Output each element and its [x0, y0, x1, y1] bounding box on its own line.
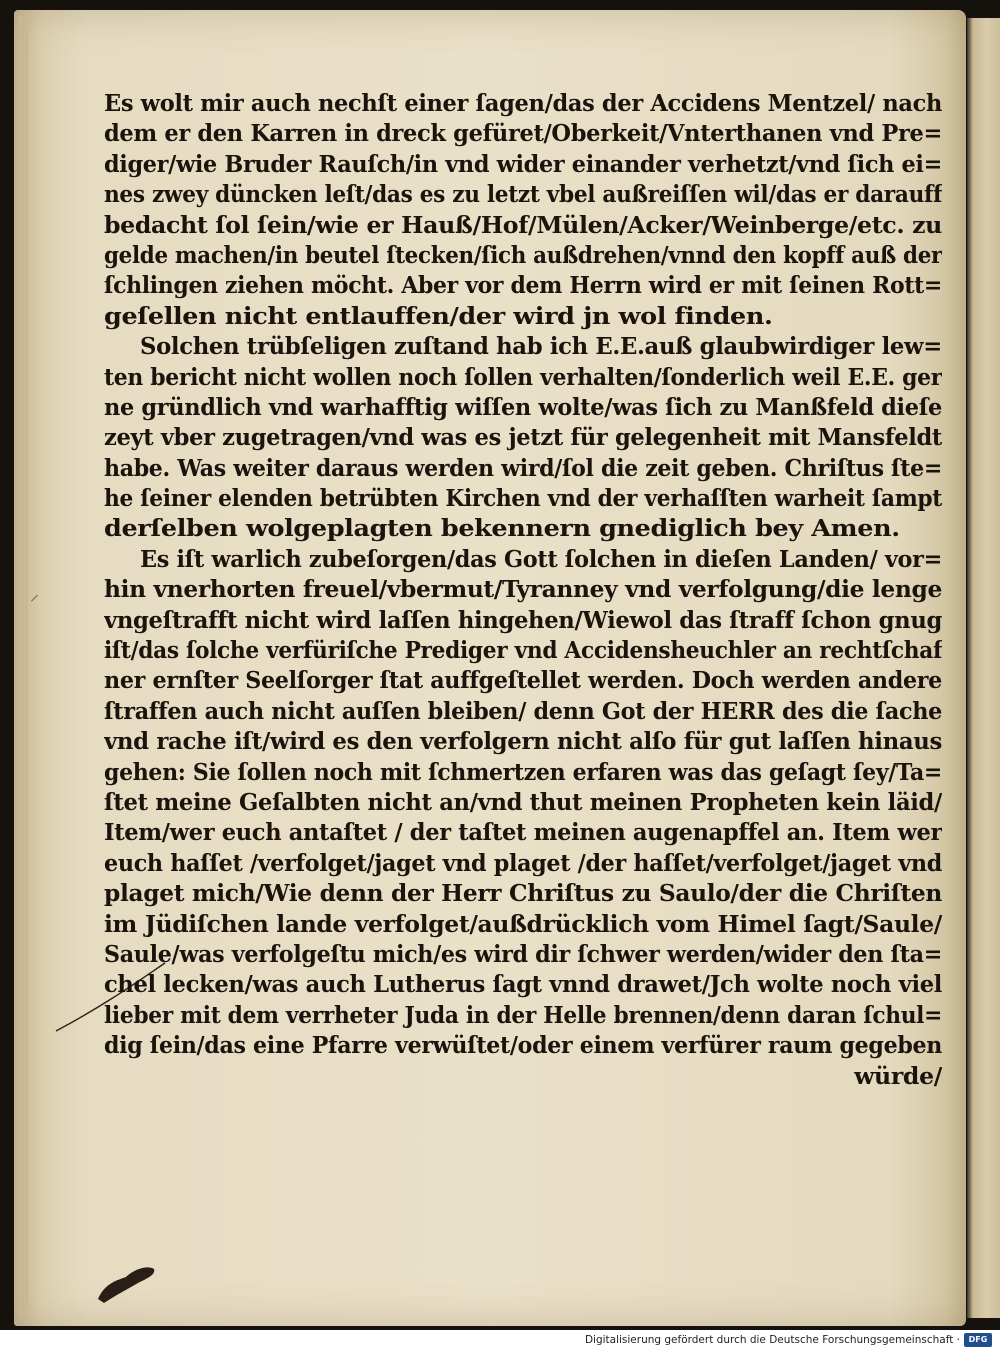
text-line: chel lecken/was auch Lutherus ſagt vnnd drawet/Jch wolte noch viel: [104, 970, 942, 999]
text-line: ſtraffen auch nicht auſſen bleiben/ denn Got der HERR des die ſache: [104, 696, 942, 725]
text-line: plaget mich/Wie denn der Herr Chriſtus zu Saulo/der die Chriſten: [104, 879, 942, 908]
text-line: ſchlingen ziehen möcht. Aber vor dem Herrn wird er mit ſeinen Rott=: [104, 271, 942, 300]
text-line: Solchen trübſeligen zuſtand hab ich E.E.auß glaubwirdiger lew=: [140, 332, 942, 361]
catchword: würde/: [854, 1061, 942, 1090]
text-line: geſellen nicht entlauffen/der wird jn wol finden.: [104, 301, 773, 330]
text-line: vngeſtrafft nicht wird laſſen hingehen/Wiewol das ſtraff ſchon gnug: [104, 605, 942, 634]
dfg-logo: DFG: [964, 1333, 992, 1347]
text-line: vnd rache iſt/wird es den verfolgern nicht alſo für gut laſſen hinaus: [104, 727, 942, 756]
text-line: bedacht ſol ſein/wie er Hauß/Hof/Mülen/Acker/Weinberge/etc. zu: [104, 210, 942, 239]
text-line: diger/wie Bruder Rauſch/in vnd wider einander verhetzt/vnd ſich ei=: [104, 149, 942, 178]
text-line: gehen: Sie ſollen noch mit ſchmertzen erfaren was das geſagt ſey/Ta=: [104, 757, 942, 786]
text-line: ner ernſter Seelſorger ſtat auffgeſtellet werden. Doch werden andere: [104, 666, 942, 695]
text-line: dem er den Karren in dreck gefüret/Oberkeit/Vnterthanen vnd Pre=: [104, 119, 942, 148]
digitization-credit: Digitalisierung gefördert durch die Deutsche Forschungsgemeinschaft ·: [584, 1334, 960, 1346]
text-line: lieber mit dem verrheter Juda in der Helle brennen/denn daran ſchul=: [104, 1000, 942, 1029]
ink-blot: [90, 1255, 160, 1305]
text-line: iſt/das ſolche verfüriſche Prediger vnd Accidensheuchler an rechtſchaf: [104, 636, 942, 665]
text-line: dig ſein/das eine Pfarre verwüſtet/oder einem verfürer raum gegeben: [104, 1031, 942, 1060]
text-line: zeyt vber zugetragen/vnd was es jetzt für gelegenheit mit Mansfeldt: [104, 423, 942, 452]
text-line: Item/wer euch antaſtet / der taſtet meinen augenapffel an. Item wer: [104, 818, 942, 847]
text-line: he ſeiner elenden betrübten Kirchen vnd der verhaſſten warheit ſampt: [104, 484, 942, 513]
text-line: derſelben wolgeplagten bekennern gnediglich bey Amen.: [104, 514, 900, 543]
text-line: ne gründlich vnd warhafftig wiſſen wolte/was ſich zu Manßfeld dieſe: [104, 392, 942, 421]
text-line: habe. Was weiter daraus werden wird/ſol die zeit geben. Chriſtus ſte=: [104, 453, 942, 482]
text-line: Es wolt mir auch nechſt einer ſagen/das der Accidens Mentzel/ nach: [104, 89, 942, 117]
page-stack-edges: [18, 16, 28, 1316]
text-line: Es iſt warlich zubeſorgen/das Gott ſolchen in dieſen Landen/ vor=: [140, 544, 942, 573]
text-line: Saule/was verfolgeſtu mich/es wird dir ſchwer werden/wider den ſta=: [104, 939, 942, 968]
text-line: ſtet meine Geſalbten nicht an/vnd thut meinen Propheten kein läid/: [104, 787, 942, 816]
text-line: hin vnerhorten freuel/vbermut/Tyranney vnd verfolgung/die lenge: [104, 575, 942, 604]
page-text: [104, 88, 942, 1091]
adjacent-page-edge: [967, 18, 1000, 1318]
margin-mark: ⸝: [30, 584, 39, 605]
text-line: euch haſſet /verfolget/jaget vnd plaget /der haſſet/verfolget/jaget vnd: [104, 848, 942, 877]
text-line: nes zwey düncken leſt/das es zu letzt vbel außreiſſen wil/das er darauff: [104, 180, 942, 209]
text-line: ten bericht nicht wollen noch ſollen verhalten/ſonderlich weil E.E. ger: [104, 362, 942, 391]
text-line: gelde machen/in beutel ſtecken/ſich außdrehen/vnnd den kopff auß der: [104, 240, 942, 269]
text-line: im Jüdiſchen lande verfolget/außdrücklich vom Himel ſagt/Saule/: [104, 909, 942, 938]
footer-bar: [0, 1330, 1000, 1351]
